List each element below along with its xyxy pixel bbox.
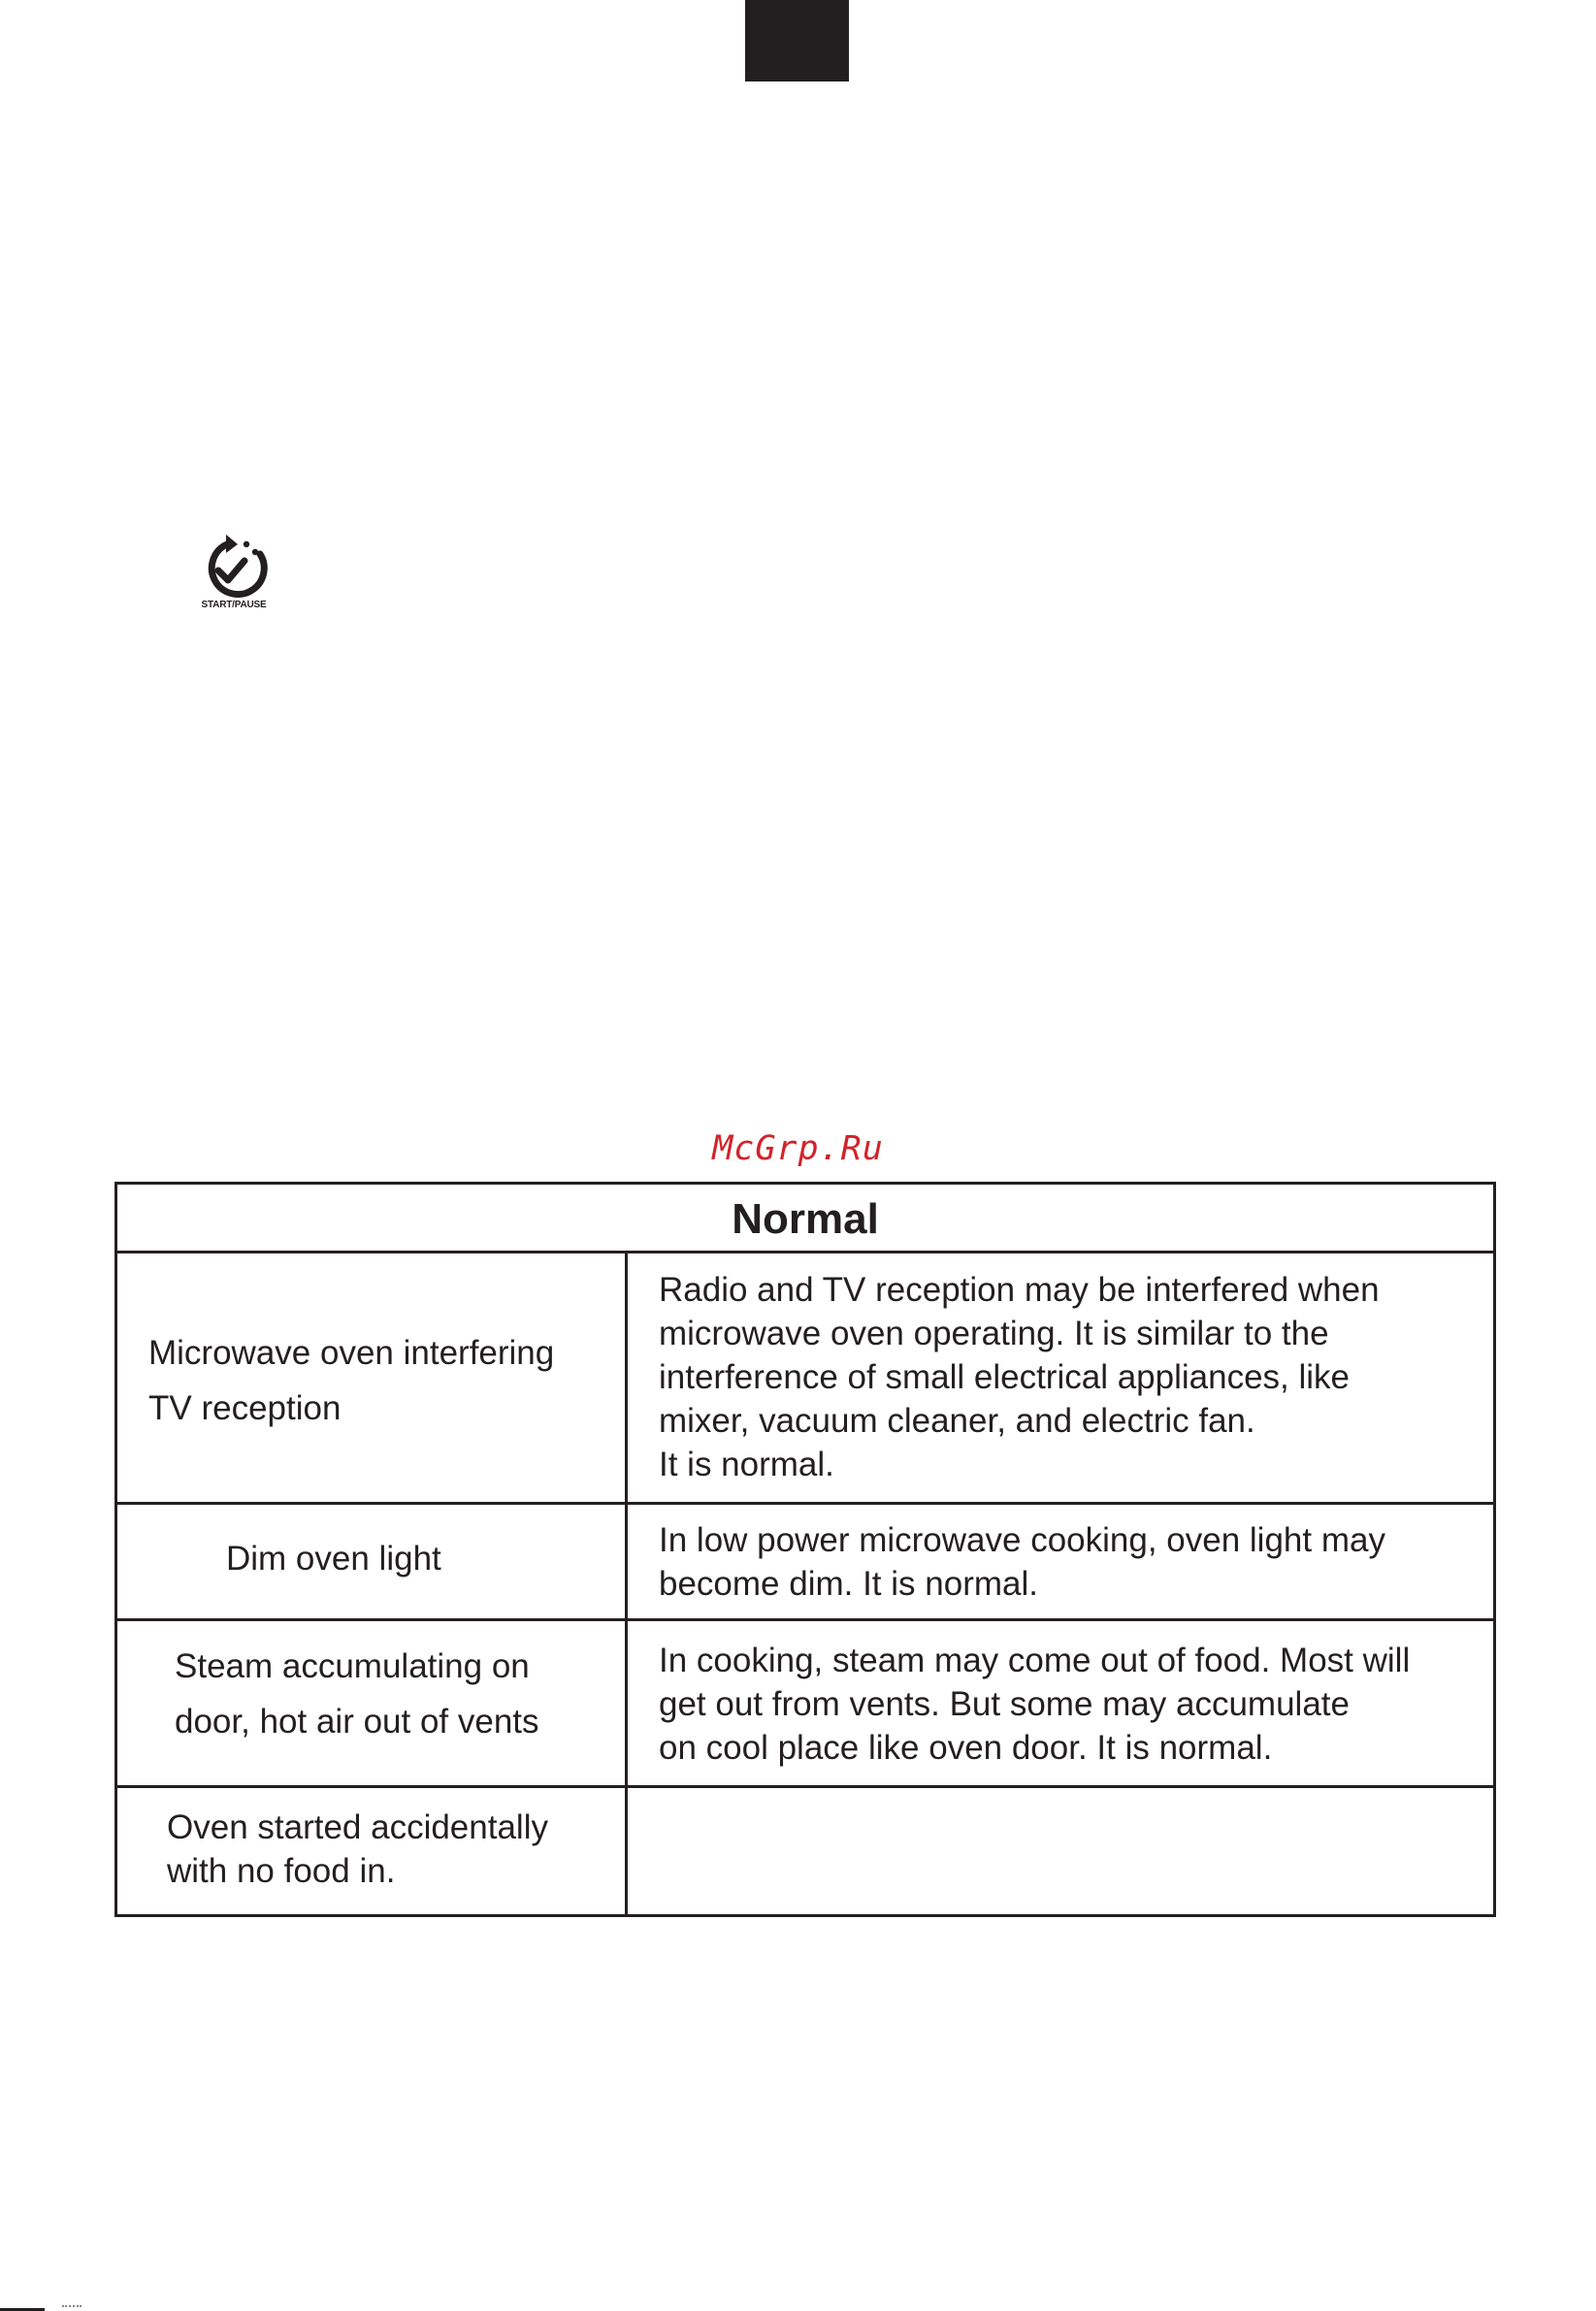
- table-header: Normal: [732, 1195, 879, 1243]
- problem-cell: [148, 1325, 554, 1436]
- problem-line: Dim oven light: [226, 1540, 441, 1578]
- page-tab-marker: [745, 0, 849, 81]
- solution-line: It is normal.: [659, 1446, 834, 1483]
- start-pause-control: [199, 532, 269, 613]
- solution-cell: [659, 1268, 1380, 1486]
- troubleshooting-table: [114, 1182, 1496, 1917]
- row-divider: [117, 1785, 1493, 1788]
- problem-line: Microwave oven interfering: [148, 1334, 555, 1372]
- row-divider: [117, 1618, 1493, 1621]
- solution-line: get out from vents. But some may accumulate: [659, 1685, 1350, 1723]
- solution-line: Radio and TV reception may be interfered when: [659, 1271, 1380, 1309]
- row-divider: [117, 1502, 1493, 1505]
- solution-cell: [659, 1639, 1410, 1770]
- problem-cell: [167, 1806, 548, 1893]
- start-pause-label: START/PAUSE: [201, 600, 267, 610]
- solution-line: microwave oven operating. It is similar to the: [659, 1315, 1329, 1352]
- solution-line: interference of small electrical appliances, like: [659, 1358, 1350, 1396]
- solution-line: on cool place like oven door. It is normal.: [659, 1729, 1273, 1767]
- problem-cell: [226, 1531, 441, 1586]
- problem-line: door, hot air out of vents: [175, 1703, 539, 1741]
- problem-line: Oven started accidentally: [167, 1808, 548, 1846]
- problem-cell: [175, 1639, 539, 1749]
- problem-line: with no food in.: [167, 1852, 396, 1890]
- corner-dots: [62, 2305, 81, 2311]
- solution-cell: [659, 1518, 1385, 1606]
- solution-line: In low power microwave cooking, oven light may: [659, 1521, 1385, 1559]
- column-divider: [625, 1253, 628, 1914]
- solution-line: In cooking, steam may come out of food. Most will: [659, 1642, 1411, 1679]
- start-pause-icon: [199, 532, 269, 600]
- solution-line: mixer, vacuum cleaner, and electric fan.: [659, 1402, 1255, 1440]
- row-divider: [117, 1251, 1493, 1253]
- solution-line: become dim. It is normal.: [659, 1565, 1038, 1603]
- problem-line: Steam accumulating on: [175, 1647, 530, 1685]
- problem-line: TV reception: [148, 1389, 342, 1427]
- watermark: McGrp.Ru: [712, 1129, 884, 1168]
